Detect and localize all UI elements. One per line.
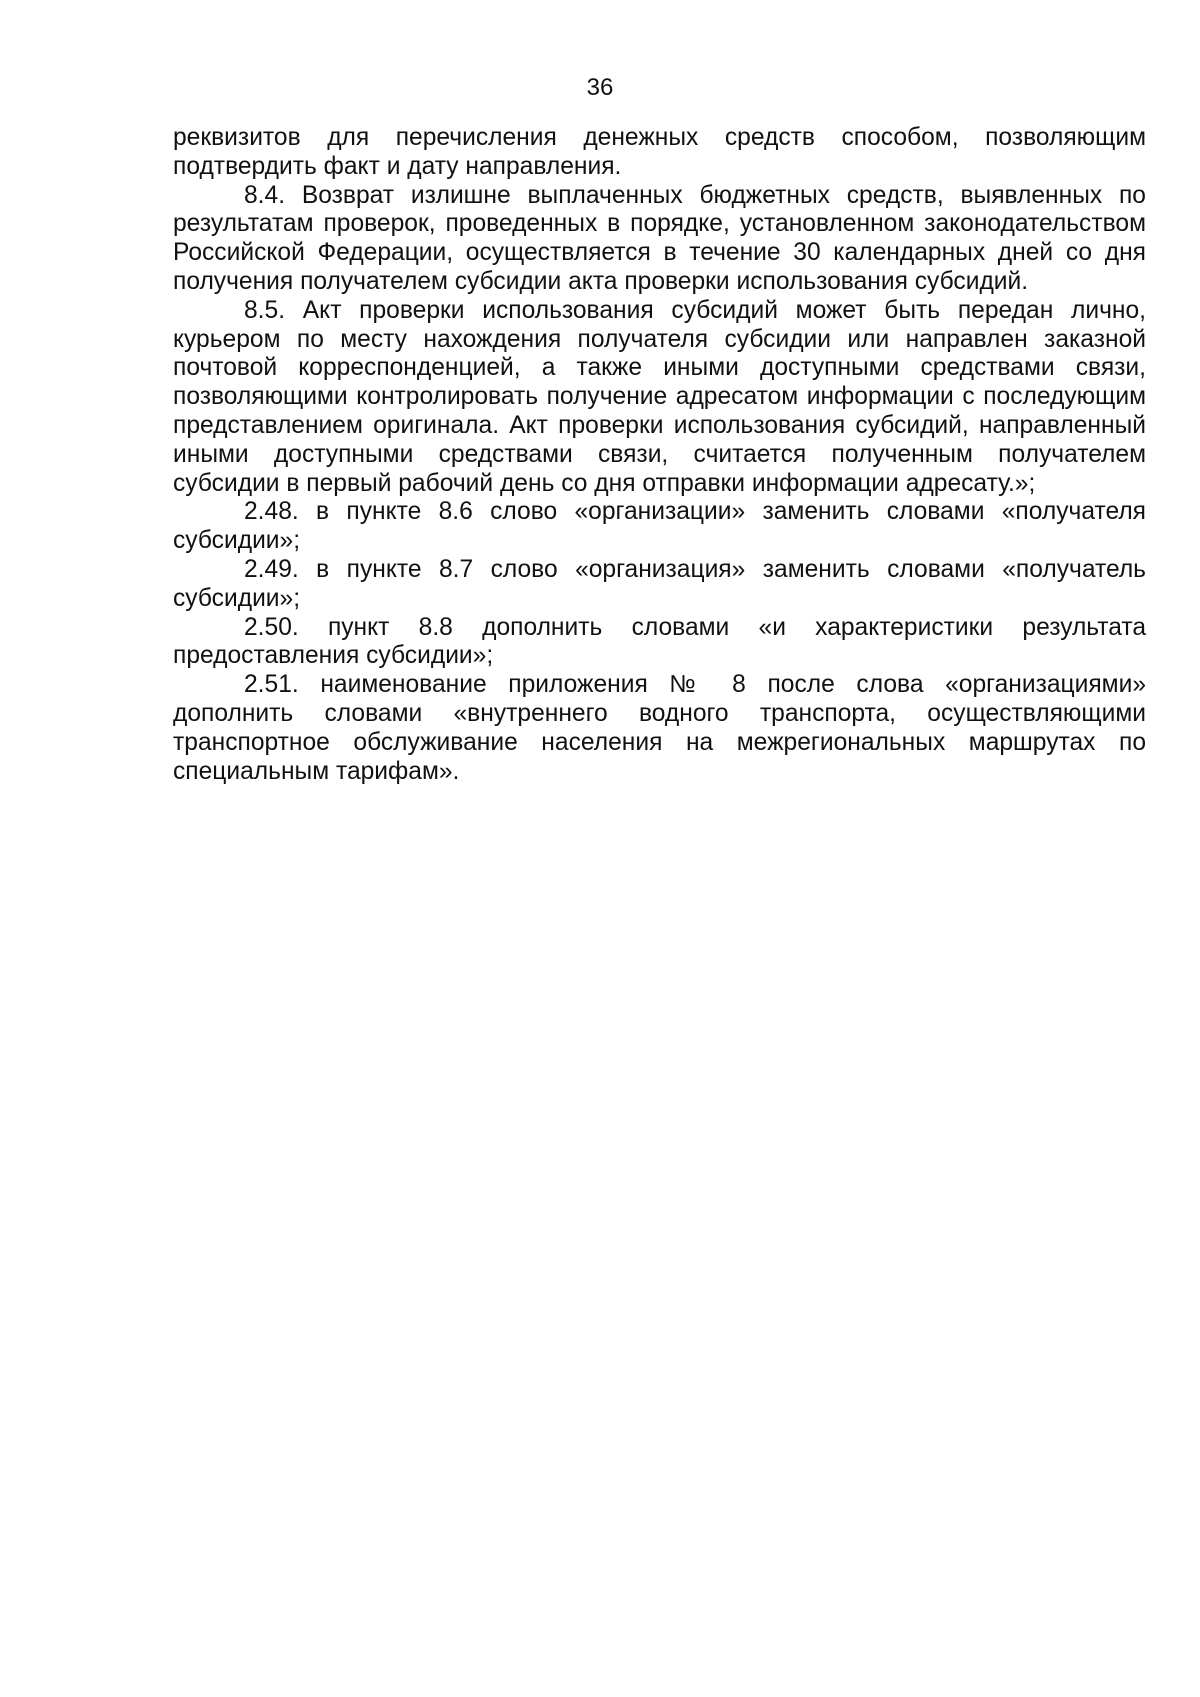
paragraph-2-50: 2.50. пункт 8.8 дополнить словами «и характеристики результата предоставления субсидии»; xyxy=(173,613,1146,670)
paragraph-2-48: 2.48. в пункте 8.6 слово «организации» заменить словами «получателя субсидии»; xyxy=(173,498,1146,555)
page-number: 36 xyxy=(586,74,614,101)
paragraph-2-49: 2.49. в пункте 8.7 слово «организация» заменить словами «получатель субсидии»; xyxy=(173,555,1146,612)
document-body xyxy=(173,124,1146,786)
paragraph-8-4: 8.4. Возврат излишне выплаченных бюджетных средств, выявленных по результатам проверок, проведенных в порядке, установленном законодательством Российской Федерации, осуществляется в течение 30 календарных дней со дня получения получателем субсидии акта проверки использования субсидий. xyxy=(173,181,1146,295)
paragraph-continuation: реквизитов для перечисления денежных средств способом, позволяющим подтвердить факт и дату направления. xyxy=(173,124,1146,180)
paragraph-2-51: 2.51. наименование приложения № 8 после слова «организациями» дополнить словами «внутреннего водного транспорта, осуществляющими транспортное обслуживание населения на межрегиональных маршрутах по специальным тарифам». xyxy=(173,671,1146,785)
paragraph-8-5: 8.5. Акт проверки использования субсидий может быть передан лично, курьером по месту нахождения получателя субсидии или направлен заказной почтовой корреспонденцией, а также иными доступными средствами связи, позволяющими контролировать получение адресатом информации с последующим представлением оригинала. Акт проверки использования субсидий, направленный иными доступными средствами связи, считается полученным получателем субсидии в первый рабочий день со дня отправки информации адресату.»; xyxy=(173,296,1146,497)
